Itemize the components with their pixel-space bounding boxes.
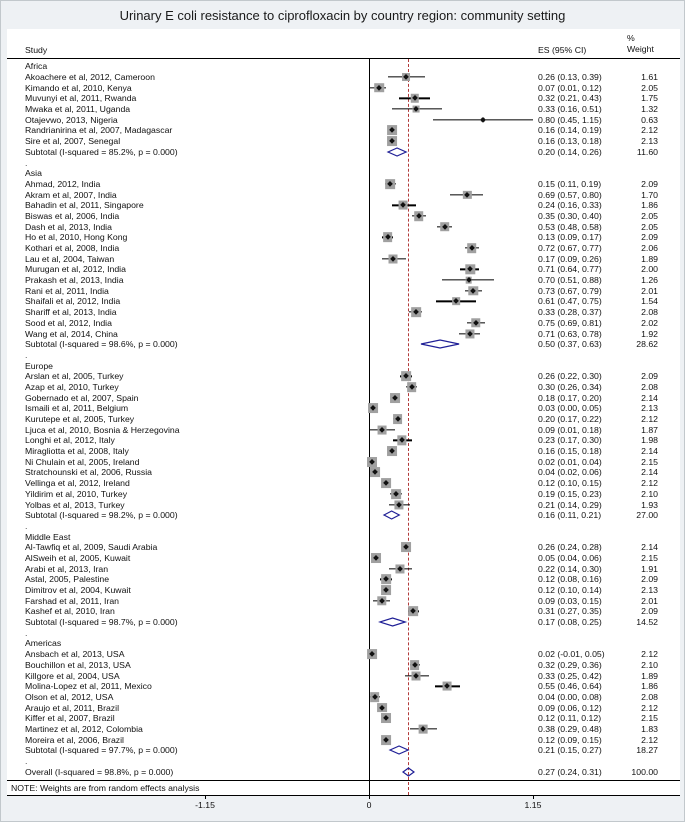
row-label: Araujo et al, 2011, Brazil xyxy=(25,702,120,713)
study-row xyxy=(1,435,685,446)
axis-tick-label: 0 xyxy=(366,800,372,810)
weight-value: 2.01 xyxy=(641,595,658,606)
es-ci-value: 0.09 (0.03, 0.15) xyxy=(538,595,602,606)
study-row xyxy=(1,446,685,457)
study-row xyxy=(1,72,685,83)
es-ci-value: 0.33 (0.16, 0.51) xyxy=(538,104,602,115)
row-label: Dash et al, 2013, India xyxy=(25,221,112,232)
weight-value: 2.13 xyxy=(641,403,658,414)
es-ci-value: 0.32 (0.29, 0.36) xyxy=(538,659,602,670)
study-row xyxy=(1,563,685,574)
weight-value: 2.08 xyxy=(641,307,658,318)
weight-value: 2.09 xyxy=(641,574,658,585)
column-header-weight-percent-sign: % xyxy=(627,33,635,43)
study-row xyxy=(1,489,685,500)
study-row xyxy=(1,414,685,425)
row-label: Farshad et al, 2011, Iran xyxy=(25,595,120,606)
row-label: Gobernado et al, 2007, Spain xyxy=(25,392,139,403)
es-ci-value: 0.20 (0.14, 0.26) xyxy=(538,146,602,157)
spacer-row xyxy=(1,350,685,361)
row-label: Mwaka et al, 2011, Uganda xyxy=(25,104,131,115)
header-separator-line xyxy=(7,58,680,59)
row-label: Overall (I-squared = 98.8%, p = 0.000) xyxy=(25,766,174,777)
pooled-estimate-diamond xyxy=(420,339,460,349)
row-label: Biswas et al, 2006, India xyxy=(25,210,120,221)
study-row xyxy=(1,456,685,467)
axis-tick-label: -1.15 xyxy=(195,800,215,810)
forest-plot-rows xyxy=(1,61,685,777)
weight-value: 2.02 xyxy=(641,317,658,328)
row-label: Subtotal (I-squared = 98.7%, p = 0.000) xyxy=(25,617,178,628)
row-label: Lau et al, 2004, Taiwan xyxy=(25,253,115,264)
overall-row xyxy=(1,766,685,777)
column-header-weight xyxy=(627,33,654,54)
row-label: . xyxy=(25,349,28,360)
row-label: Vellinga et al, 2012, Ireland xyxy=(25,478,130,489)
weight-value: 2.12 xyxy=(641,649,658,660)
es-ci-value: 0.09 (0.01, 0.18) xyxy=(538,424,602,435)
study-row xyxy=(1,371,685,382)
weight-value: 2.08 xyxy=(641,381,658,392)
es-ci-value: 0.30 (0.26, 0.34) xyxy=(538,381,602,392)
study-row xyxy=(1,553,685,564)
study-row xyxy=(1,595,685,606)
row-label: Kiffer et al, 2007, Brazil xyxy=(25,713,115,724)
row-label: AlSweih et al, 2005, Kuwait xyxy=(25,552,131,563)
study-row xyxy=(1,104,685,115)
row-label: Moreira et al, 2006, Brazil xyxy=(25,734,124,745)
row-label: Rani et al, 2011, India xyxy=(25,285,109,296)
es-ci-value: 0.12 (0.09, 0.15) xyxy=(538,734,602,745)
row-label: Martinez et al, 2012, Colombia xyxy=(25,723,143,734)
es-ci-value: 0.16 (0.14, 0.19) xyxy=(538,125,602,136)
weight-value: 1.87 xyxy=(641,424,658,435)
row-label: Kashef et al, 2010, Iran xyxy=(25,606,115,617)
es-ci-value: 0.20 (0.17, 0.22) xyxy=(538,414,602,425)
study-row xyxy=(1,681,685,692)
group-row xyxy=(1,360,685,371)
weight-value: 1.98 xyxy=(641,435,658,446)
row-label: Subtotal (I-squared = 98.2%, p = 0.000) xyxy=(25,510,178,521)
study-row xyxy=(1,585,685,596)
group-row xyxy=(1,531,685,542)
axis-tick-label: 1.15 xyxy=(524,800,542,810)
pooled-estimate-diamond xyxy=(387,147,407,157)
chart-title: Urinary E coli resistance to ciprofloxacin by country region: community setting xyxy=(119,8,566,23)
weight-value: 2.10 xyxy=(641,488,658,499)
axis-tick xyxy=(369,796,370,799)
es-ci-value: 0.12 (0.10, 0.14) xyxy=(538,585,602,596)
row-label: . xyxy=(25,157,28,168)
pooled-estimate-diamond xyxy=(389,745,409,755)
row-label: Ni Chulain et al, 2005, Ireland xyxy=(25,456,140,467)
row-label: Kurutepe et al, 2005, Turkey xyxy=(25,414,135,425)
study-row xyxy=(1,318,685,329)
weight-value: 2.14 xyxy=(641,392,658,403)
study-row xyxy=(1,670,685,681)
study-row xyxy=(1,713,685,724)
row-label: . xyxy=(25,756,28,767)
row-label: Arslan et al, 2005, Turkey xyxy=(25,371,124,382)
study-row xyxy=(1,200,685,211)
column-header-es-ci: ES (95% CI) xyxy=(538,45,587,55)
row-label: Molina-Lopez et al, 2011, Mexico xyxy=(25,681,152,692)
study-row xyxy=(1,499,685,510)
weight-value: 2.08 xyxy=(641,691,658,702)
spacer-row xyxy=(1,756,685,767)
row-label: Ansbach et al, 2013, USA xyxy=(25,649,125,660)
study-row xyxy=(1,285,685,296)
es-ci-value: 0.53 (0.48, 0.58) xyxy=(538,221,602,232)
weight-value: 2.13 xyxy=(641,585,658,596)
study-row xyxy=(1,467,685,478)
row-label: Longhi et al, 2012, Italy xyxy=(25,435,115,446)
es-ci-value: 0.69 (0.57, 0.80) xyxy=(538,189,602,200)
study-row xyxy=(1,649,685,660)
es-ci-value: 0.03 (0.00, 0.05) xyxy=(538,403,602,414)
study-row xyxy=(1,232,685,243)
es-ci-value: 0.38 (0.29, 0.48) xyxy=(538,723,602,734)
group-row xyxy=(1,638,685,649)
row-label: Middle East xyxy=(25,531,71,542)
row-label: Subtotal (I-squared = 98.6%, p = 0.000) xyxy=(25,339,178,350)
es-ci-value: 0.61 (0.47, 0.75) xyxy=(538,296,602,307)
row-label: Sire et al, 2007, Senegal xyxy=(25,136,121,147)
weight-value: 1.91 xyxy=(641,563,658,574)
es-ci-value: 0.18 (0.17, 0.20) xyxy=(538,392,602,403)
weight-value: 1.86 xyxy=(641,681,658,692)
row-label: Europe xyxy=(25,360,54,371)
study-row xyxy=(1,296,685,307)
study-row xyxy=(1,478,685,489)
study-row xyxy=(1,660,685,671)
weight-value: 11.60 xyxy=(636,146,658,157)
study-row xyxy=(1,125,685,136)
es-ci-value: 0.16 (0.15, 0.18) xyxy=(538,446,602,457)
weight-value: 2.12 xyxy=(641,702,658,713)
row-label: Arabi et al, 2013, Iran xyxy=(25,563,109,574)
row-label: Akoachere et al, 2012, Cameroon xyxy=(25,72,155,83)
row-label: . xyxy=(25,627,28,638)
note-text: NOTE: Weights are from random effects analysis xyxy=(11,783,200,793)
spacer-row xyxy=(1,627,685,638)
weight-value: 2.09 xyxy=(641,606,658,617)
weight-value: 2.05 xyxy=(641,82,658,93)
study-row xyxy=(1,114,685,125)
es-ci-value: 0.21 (0.15, 0.27) xyxy=(538,745,602,756)
weight-value: 2.10 xyxy=(641,659,658,670)
study-row xyxy=(1,382,685,393)
weight-value: 2.09 xyxy=(641,232,658,243)
pooled-estimate-diamond xyxy=(383,510,400,520)
es-ci-value: 0.15 (0.11, 0.19) xyxy=(538,178,602,189)
row-label: Muvunyi et al, 2011, Rwanda xyxy=(25,93,137,104)
row-label: Akram et al, 2007, India xyxy=(25,189,117,200)
row-label: Killgore et al, 2004, USA xyxy=(25,670,120,681)
study-row xyxy=(1,734,685,745)
es-ci-value: 0.70 (0.51, 0.88) xyxy=(538,275,602,286)
weight-value: 1.70 xyxy=(641,189,658,200)
row-label: Yolbas et al, 2013, Turkey xyxy=(25,499,125,510)
weight-value: 1.61 xyxy=(641,72,658,83)
es-ci-value: 0.23 (0.17, 0.30) xyxy=(538,435,602,446)
note-separator-line xyxy=(7,780,680,781)
weight-value: 2.12 xyxy=(641,414,658,425)
row-label: Murugan et al, 2012, India xyxy=(25,264,126,275)
es-ci-value: 0.26 (0.13, 0.39) xyxy=(538,72,602,83)
study-row xyxy=(1,189,685,200)
axis-tick xyxy=(205,796,206,799)
weight-value: 1.75 xyxy=(641,93,658,104)
es-ci-value: 0.12 (0.11, 0.12) xyxy=(538,713,602,724)
row-label: Sood et al, 2012, India xyxy=(25,317,112,328)
es-ci-value: 0.04 (0.02, 0.06) xyxy=(538,467,602,478)
weight-value: 2.15 xyxy=(641,552,658,563)
es-ci-value: 0.72 (0.67, 0.77) xyxy=(538,243,602,254)
weight-value: 1.93 xyxy=(641,499,658,510)
study-row xyxy=(1,211,685,222)
row-label: Americas xyxy=(25,638,62,649)
weight-value: 18.27 xyxy=(636,745,658,756)
weight-value: 1.89 xyxy=(641,670,658,681)
es-ci-value: 0.16 (0.11, 0.21) xyxy=(538,510,602,521)
weight-value: 1.83 xyxy=(641,723,658,734)
group-row xyxy=(1,61,685,72)
study-row xyxy=(1,574,685,585)
es-ci-value: 0.16 (0.13, 0.18) xyxy=(538,136,602,147)
es-ci-value: 0.17 (0.09, 0.26) xyxy=(538,253,602,264)
row-label: Dimitrov et al, 2004, Kuwait xyxy=(25,585,131,596)
pooled-estimate-diamond xyxy=(379,617,406,627)
column-header-study: Study xyxy=(25,45,48,55)
subtotal-row xyxy=(1,617,685,628)
weight-value: 2.09 xyxy=(641,371,658,382)
spacer-row xyxy=(1,157,685,168)
study-row xyxy=(1,328,685,339)
study-row xyxy=(1,264,685,275)
study-row xyxy=(1,392,685,403)
weight-value: 2.05 xyxy=(641,221,658,232)
es-ci-value: 0.09 (0.06, 0.12) xyxy=(538,702,602,713)
row-label: Kimando et al, 2010, Kenya xyxy=(25,82,132,93)
row-label: Al-Tawfiq et al, 2009, Saudi Arabia xyxy=(25,542,158,553)
row-label: Otajevwo, 2013, Nigeria xyxy=(25,114,118,125)
es-ci-value: 0.33 (0.28, 0.37) xyxy=(538,307,602,318)
group-row xyxy=(1,168,685,179)
study-row xyxy=(1,307,685,318)
study-row xyxy=(1,724,685,735)
es-ci-value: 0.35 (0.30, 0.40) xyxy=(538,210,602,221)
column-header-weight-label: Weight xyxy=(627,43,654,54)
row-label: Stratchounski et al, 2006, Russia xyxy=(25,467,153,478)
row-label: Ismaili et al, 2011, Belgium xyxy=(25,403,129,414)
es-ci-value: 0.75 (0.69, 0.81) xyxy=(538,317,602,328)
row-label: Yildirim et al, 2010, Turkey xyxy=(25,488,128,499)
row-label: Prakash et al, 2013, India xyxy=(25,275,124,286)
row-label: Miragliotta et al, 2008, Italy xyxy=(25,446,129,457)
pooled-estimate-diamond xyxy=(402,767,415,777)
es-ci-value: 0.13 (0.09, 0.17) xyxy=(538,232,602,243)
study-row xyxy=(1,702,685,713)
study-row xyxy=(1,179,685,190)
row-label: Subtotal (I-squared = 85.2%, p = 0.000) xyxy=(25,146,178,157)
weight-value: 1.86 xyxy=(641,200,658,211)
weight-value: 2.15 xyxy=(641,713,658,724)
weight-value: 2.14 xyxy=(641,446,658,457)
subtotal-row xyxy=(1,510,685,521)
row-label: Shaifali et al, 2012, India xyxy=(25,296,121,307)
row-label: Africa xyxy=(25,61,48,72)
subtotal-row xyxy=(1,339,685,350)
es-ci-value: 0.33 (0.25, 0.42) xyxy=(538,670,602,681)
study-row xyxy=(1,93,685,104)
study-row xyxy=(1,542,685,553)
weight-value: 27.00 xyxy=(636,510,658,521)
es-ci-value: 0.07 (0.01, 0.12) xyxy=(538,82,602,93)
es-ci-value: 0.02 (0.01, 0.04) xyxy=(538,456,602,467)
es-ci-value: 0.26 (0.24, 0.28) xyxy=(538,542,602,553)
weight-value: 2.05 xyxy=(641,210,658,221)
weight-value: 1.89 xyxy=(641,253,658,264)
study-row xyxy=(1,692,685,703)
es-ci-value: 0.55 (0.46, 0.64) xyxy=(538,681,602,692)
row-label: Asia xyxy=(25,168,42,179)
es-ci-value: 0.04 (0.00, 0.08) xyxy=(538,691,602,702)
es-ci-value: 0.17 (0.08, 0.25) xyxy=(538,617,602,628)
es-ci-value: 0.19 (0.15, 0.23) xyxy=(538,488,602,499)
weight-value: 0.63 xyxy=(641,114,658,125)
study-row xyxy=(1,82,685,93)
axis-tick xyxy=(533,796,534,799)
study-row xyxy=(1,403,685,414)
row-label: Shariff et al, 2013, India xyxy=(25,307,117,318)
weight-value: 14.52 xyxy=(636,617,658,628)
row-label: Subtotal (I-squared = 97.7%, p = 0.000) xyxy=(25,745,178,756)
es-ci-value: 0.05 (0.04, 0.06) xyxy=(538,552,602,563)
study-row xyxy=(1,424,685,435)
weight-value: 1.92 xyxy=(641,328,658,339)
weight-value: 2.12 xyxy=(641,734,658,745)
spacer-row xyxy=(1,521,685,532)
row-label: Randrianirina et al, 2007, Madagascar xyxy=(25,125,173,136)
row-label: Wang et al, 2014, China xyxy=(25,328,118,339)
subtotal-row xyxy=(1,147,685,158)
row-label: Olson et al, 2012, USA xyxy=(25,691,114,702)
es-ci-value: 0.31 (0.27, 0.35) xyxy=(538,606,602,617)
weight-value: 1.54 xyxy=(641,296,658,307)
weight-value: 2.14 xyxy=(641,542,658,553)
row-label: . xyxy=(25,520,28,531)
row-label: Kothari et al, 2008, India xyxy=(25,243,120,254)
es-ci-value: 0.12 (0.08, 0.16) xyxy=(538,574,602,585)
x-axis-line xyxy=(7,795,680,796)
study-row xyxy=(1,221,685,232)
es-ci-value: 0.27 (0.24, 0.31) xyxy=(538,766,602,777)
weight-value: 2.14 xyxy=(641,467,658,478)
weight-value: 2.06 xyxy=(641,243,658,254)
weight-value: 28.62 xyxy=(636,339,658,350)
study-row xyxy=(1,136,685,147)
es-ci-value: 0.26 (0.22, 0.30) xyxy=(538,371,602,382)
weight-value: 1.26 xyxy=(641,275,658,286)
weight-value: 2.13 xyxy=(641,136,658,147)
row-label: Bouchillon et al, 2013, USA xyxy=(25,659,131,670)
es-ci-value: 0.02 (-0.01, 0.05) xyxy=(538,649,605,660)
es-ci-value: 0.71 (0.64, 0.77) xyxy=(538,264,602,275)
es-ci-value: 0.50 (0.37, 0.63) xyxy=(538,339,602,350)
row-label: Ljuca et al, 2010, Bosnia & Herzegovina xyxy=(25,424,180,435)
weight-value: 100.00 xyxy=(631,766,658,777)
row-label: Azap et al, 2010, Turkey xyxy=(25,381,119,392)
weight-value: 1.32 xyxy=(641,104,658,115)
es-ci-value: 0.12 (0.10, 0.15) xyxy=(538,478,602,489)
es-ci-value: 0.71 (0.63, 0.78) xyxy=(538,328,602,339)
es-ci-value: 0.73 (0.67, 0.79) xyxy=(538,285,602,296)
row-label: Bahadin et al, 2011, Singapore xyxy=(25,200,144,211)
study-row xyxy=(1,606,685,617)
es-ci-value: 0.21 (0.14, 0.29) xyxy=(538,499,602,510)
weight-value: 2.12 xyxy=(641,125,658,136)
es-ci-value: 0.32 (0.21, 0.43) xyxy=(538,93,602,104)
study-row xyxy=(1,253,685,264)
weight-value: 2.12 xyxy=(641,478,658,489)
study-row xyxy=(1,275,685,286)
weight-value: 2.00 xyxy=(641,264,658,275)
row-label: Ahmad, 2012, India xyxy=(25,178,101,189)
weight-value: 2.01 xyxy=(641,285,658,296)
study-row xyxy=(1,243,685,254)
row-label: Ho et al, 2010, Hong Kong xyxy=(25,232,128,243)
weight-value: 2.15 xyxy=(641,456,658,467)
es-ci-value: 0.80 (0.45, 1.15) xyxy=(538,114,602,125)
weight-value: 2.09 xyxy=(641,178,658,189)
row-label: Astal, 2005, Palestine xyxy=(25,574,110,585)
subtotal-row xyxy=(1,745,685,756)
es-ci-value: 0.22 (0.14, 0.30) xyxy=(538,563,602,574)
es-ci-value: 0.24 (0.16, 0.33) xyxy=(538,200,602,211)
